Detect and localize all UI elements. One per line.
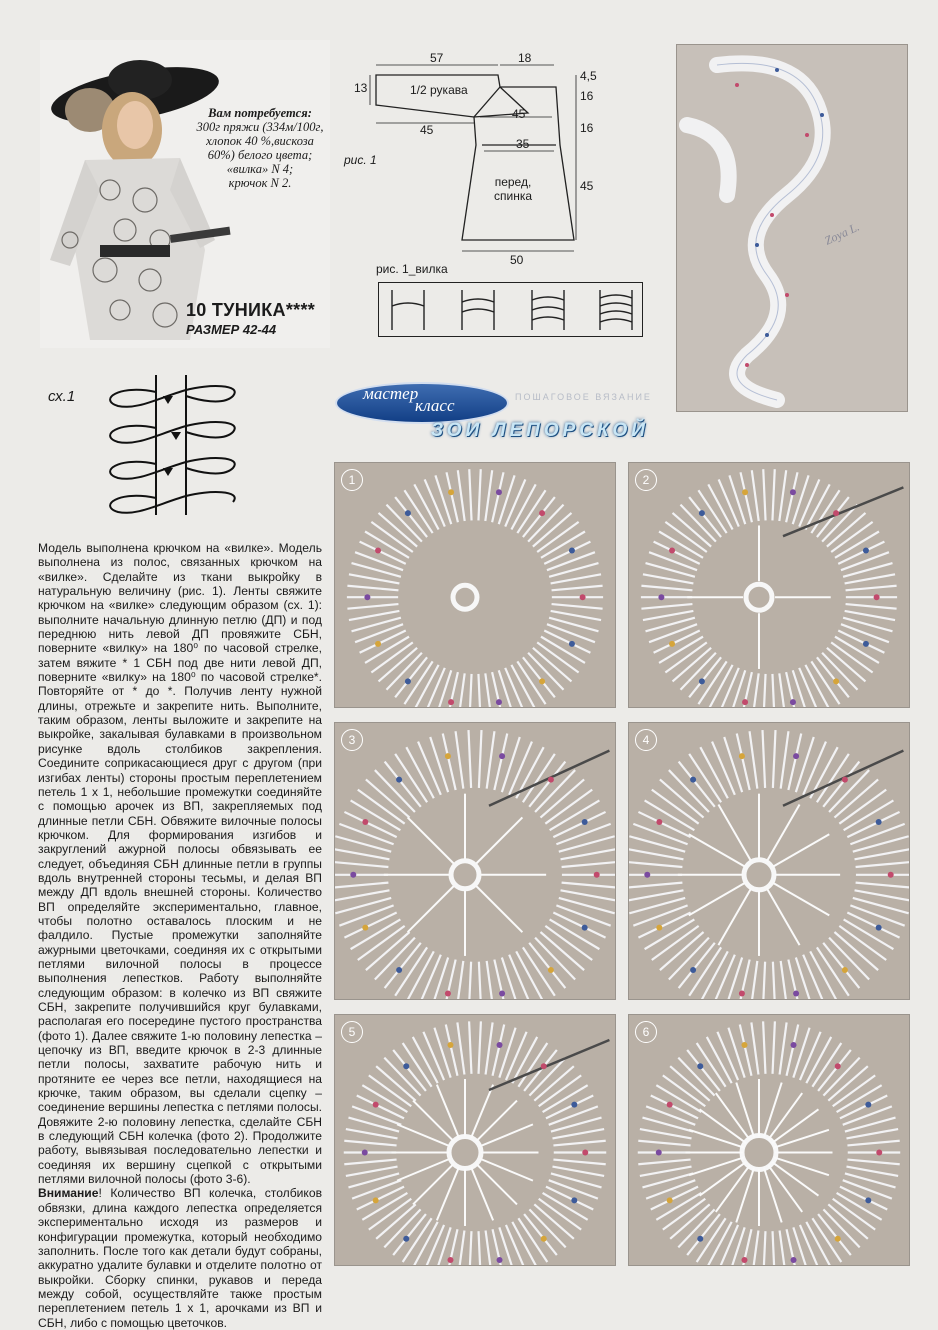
scheme-diagram [98,370,248,520]
body-label [494,175,532,203]
dim-16a: 16 [580,89,594,103]
lace-watermark: Zoya L. [822,219,862,248]
attention-label: Внимание [38,1186,99,1201]
fork-label: рис. 1_вилка [376,262,448,276]
instructions-text [38,541,322,1330]
dim-35: 35 [516,137,530,151]
attention-text: ! Количество ВП колечка, столбиков обвязки, длина каждого лепестка определяется экспериментально исходя из размеров и конфигурации промежутка, который необходимо заполнить. После того как детали будут собраны, аккуратно удалите булавки и отделите полотно от выкройки. Сборку спинки, рукавов и переда между собой, осуществляйте также простым переплетением петель 1 х 1, арочками из ВП и СБН, либо с помощью цветочков. [38,1186,322,1330]
instructions-main: Модель выполнена крючком на «вилке». Модель выполнена из полос, связанных крючком на «вилке». Сделайте из ткани выкройку в натуральную величину (рис. 1). Ленты свяжите крючком на «вилке» следующим образом (сх. 1): выполните начальную длинную петлю (ДП) и под переднюю нить левой ДП провяжите СБН, поверните «вилку» на 180⁰ по часовой стрелке, затем вяжите * 1 СБН под две нити левой ДП, поверните «вилку» на 180⁰ по часовой стрелке*. Повторяйте от * до *. Получив ленту нужной длины, отрежьте и закрепите нить. Выполните, таким образом, ленты выложите и закрепите на выкройке, закалывая булавками в произвольном рисунке вдоль столбиков закрепления. Соедините соприкасающиеся друг с другом (при изгибах ленты) стороны простым переплетением петель 1 х 1, небольшие промежутки соединяйте с помощью арочек из ВП, закрепляемых под длинные петли СБН. Обвяжите вилочные полосы крючком. Для формирования изгибов и закруглений ажурной полосы обвязывать ее следует, объединяя СБН длинные петли в группы вдоль внутренней стороны тесьмы, и делая ВП между ДП вдоль внешней стороны. Количество ВП определяйте экспериментально, главное, чтобы полотно оставалось плоским и не фалдило. Пустые промежутки заполняйте ажурными цветочками, соединяя их с открытыми петлями вилочной полосы в процессе выполнения лепестков. Работу выполняйте следующим образом: в колечко из ВП свяжите СБН, закрепите получившийся круг булавками, располагая его посередине пустого пространства (фото 1). Далее свяжите 1-ю половину лепестка – цепочку из ВП, введите крючок в 2-3 длинные петли полосы, захватите рабочую нить и протяните ее через все петли, находящиеся на крючке, таким образом, вы сделали сцепку – соединение вершины лепестка с петлями полосы. Довяжите 2-ю половину лепестка, сделайте СБН в следующий СБН колечка (фото 2). Продолжите работу, вывязывая последовательно лепестки и соединяя их вершину сцепкой с открытыми петлями вилочной полосы (фото 3-6). [38,541,322,1187]
dim-13: 13 [354,81,368,95]
dim-45-yoke: 45 [512,107,526,121]
pattern-label: рис. 1 [344,153,377,167]
step-photo [334,722,616,1000]
body-label-line: спинка [494,189,533,203]
banner-master: мастер [363,384,419,403]
lace-photo [676,44,908,412]
requirements-line: 300г пряжи (334м/100г, [196,120,324,134]
fork-diagram [378,282,643,337]
step-number: 6 [635,1021,657,1043]
step-photo [628,462,910,708]
banner-klass: класс [415,396,455,415]
step-number: 2 [635,469,657,491]
requirements-line: «вилка» N 4; [226,162,294,176]
dim-57: 57 [430,51,444,65]
step-photo [334,462,616,708]
dim-18: 18 [518,51,532,65]
step-number: 1 [341,469,363,491]
step-photo [628,722,910,1000]
step-number: 4 [635,729,657,751]
pattern-diagram [340,45,610,270]
requirements-heading: Вам потребуется [208,106,308,120]
dim-45-right: 45 [580,179,594,193]
step-photo [628,1014,910,1266]
item-size: РАЗМЕР 42-44 [186,322,277,337]
scheme-label: сх.1 [48,388,76,405]
dim-45-left: 45 [420,123,434,137]
requirements-line: 60%) белого цвета; [207,148,313,162]
sleeve-label: 1/2 рукава [410,83,468,97]
requirements-line: крючок N 2. [228,176,292,190]
step-photo [334,1014,616,1266]
requirements-block: Вам потребуется: 300г пряжи (334м/100г, хлопок 40 %,вискоза 60%) белого цвета; «вилка» N 4; крючок N 2. [190,106,330,190]
requirements-line: хлопок 40 %,вискоза [206,134,314,148]
step-number: 5 [341,1021,363,1043]
item-title: 10 ТУНИКА**** [186,300,316,320]
step-number: 3 [341,729,363,751]
banner-subtitle: ПОШАГОВОЕ ВЯЗАНИЕ [515,392,652,402]
master-class-banner [335,380,675,446]
dim-50: 50 [510,253,524,267]
dim-4-5: 4,5 [580,69,597,83]
body-label-line: перед, [494,175,532,189]
banner-author: ЗОИ ЛЕПОРСКОЙ [431,420,649,441]
dim-16b: 16 [580,121,594,135]
